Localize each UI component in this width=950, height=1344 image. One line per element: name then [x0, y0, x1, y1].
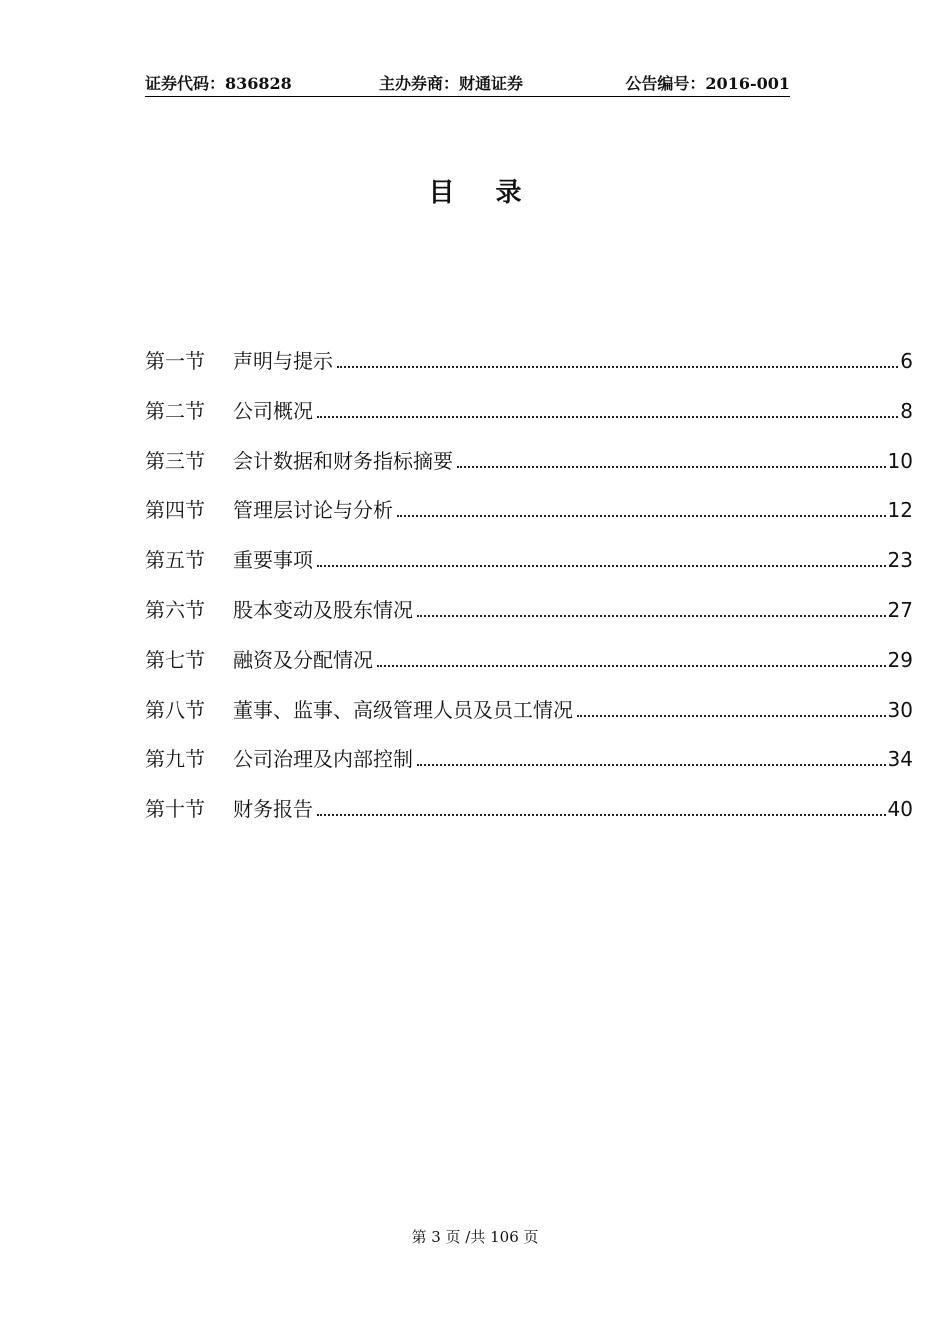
toc-entry-6[interactable] — [145, 594, 913, 644]
toc-leader-dots — [337, 366, 898, 368]
toc-section-title: 重要事项 — [233, 548, 313, 573]
toc-leader-dots — [397, 515, 886, 517]
toc-section-number: 第四节 — [145, 498, 205, 523]
stock-code: 证券代码：836828 — [145, 74, 292, 93]
toc-entry-5[interactable] — [145, 544, 913, 594]
toc-section-number: 第十节 — [145, 797, 205, 822]
toc-leader-dots — [317, 565, 886, 567]
page-footer: 第 3 页 /共 106 页 — [411, 1228, 539, 1246]
toc-page-number: 27 — [887, 597, 913, 622]
toc-page-number: 29 — [887, 647, 913, 672]
toc-section-number: 第三节 — [145, 448, 205, 473]
toc-section-number: 第九节 — [145, 747, 205, 772]
toc-section-title: 公司治理及内部控制 — [233, 747, 413, 772]
sponsor-broker: 主办券商：财通证券 — [379, 74, 524, 93]
toc-section-number: 第二节 — [145, 398, 205, 423]
toc-entry-4[interactable] — [145, 494, 913, 544]
toc-section-number: 第七节 — [145, 647, 205, 672]
toc-section-title: 财务报告 — [233, 797, 313, 822]
toc-page-number: 8 — [900, 398, 913, 423]
toc-leader-dots — [377, 665, 886, 667]
notice-number: 公告编号：2016-001 — [625, 74, 790, 93]
toc-leader-dots — [417, 615, 886, 617]
toc-leader-dots — [457, 466, 886, 468]
toc-section-title: 声明与提示 — [233, 349, 333, 373]
toc-section-title: 会计数据和财务指标摘要 — [233, 448, 453, 473]
toc-entry-7[interactable] — [145, 644, 913, 694]
toc-page-number: 30 — [887, 697, 913, 722]
toc-entry-10[interactable] — [145, 793, 913, 843]
toc-page-number: 40 — [887, 797, 913, 822]
toc-entry-9[interactable] — [145, 743, 913, 793]
toc-page-number: 34 — [887, 747, 913, 772]
toc-entry-8[interactable] — [145, 694, 913, 744]
toc-page-number: 10 — [887, 448, 913, 473]
toc-section-number: 第八节 — [145, 697, 205, 722]
table-of-contents — [145, 345, 913, 843]
toc-entry-1[interactable] — [145, 345, 913, 395]
toc-leader-dots — [317, 416, 898, 418]
toc-section-number: 第六节 — [145, 597, 205, 622]
toc-section-number: 第一节 — [145, 349, 205, 373]
toc-section-number: 第五节 — [145, 548, 205, 573]
toc-page-number: 12 — [887, 498, 913, 523]
toc-leader-dots — [417, 764, 886, 766]
toc-section-title: 融资及分配情况 — [233, 647, 373, 672]
toc-entry-2[interactable] — [145, 395, 913, 445]
toc-section-title: 公司概况 — [233, 398, 313, 423]
toc-page-number: 6 — [900, 349, 913, 373]
toc-page-number: 23 — [887, 548, 913, 573]
page-header — [145, 68, 790, 97]
toc-section-title: 管理层讨论与分析 — [233, 498, 393, 523]
toc-section-title: 股本变动及股东情况 — [233, 597, 413, 622]
toc-section-title: 董事、监事、高级管理人员及员工情况 — [233, 697, 573, 722]
toc-leader-dots — [317, 814, 886, 816]
toc-leader-dots — [577, 715, 886, 717]
page-title: 目 录 — [428, 178, 538, 208]
toc-entry-3[interactable] — [145, 445, 913, 495]
